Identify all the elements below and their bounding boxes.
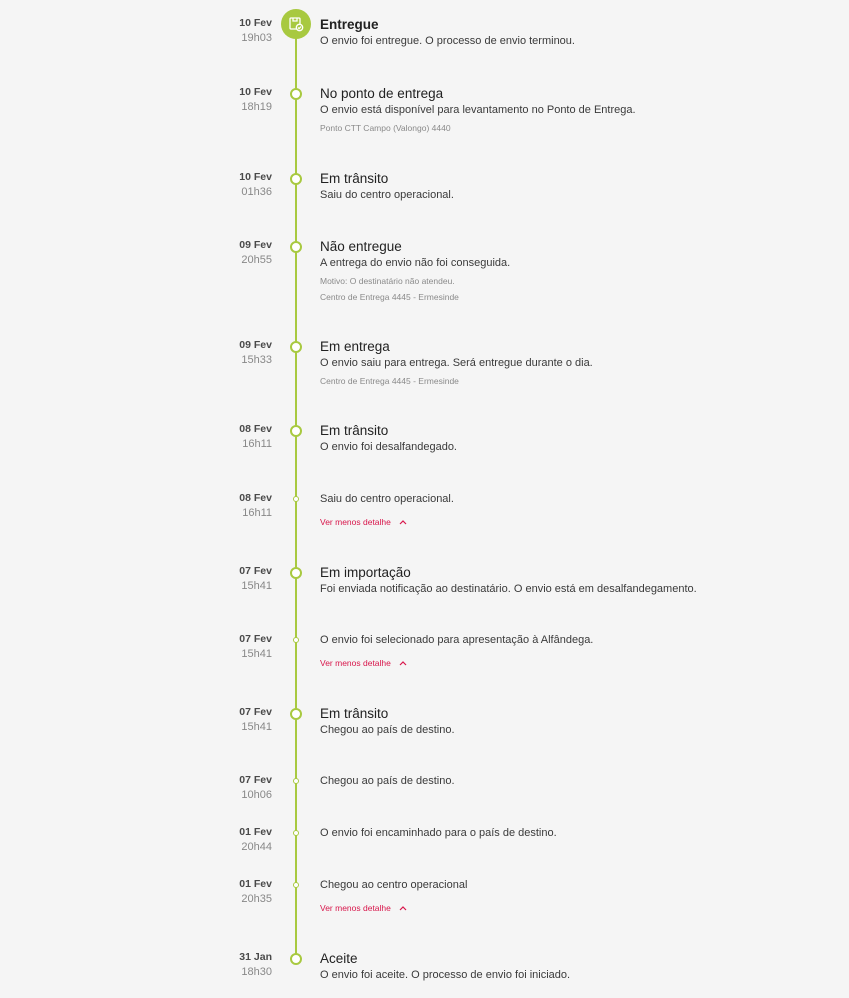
timeline-node xyxy=(290,341,302,353)
timeline-node xyxy=(290,88,302,100)
event-date: 09 Fev xyxy=(239,239,272,251)
event-description: O envio foi encaminhado para o país de destino. xyxy=(320,827,557,839)
event-title: Em importação xyxy=(320,565,411,580)
timeline-node xyxy=(293,830,299,836)
event-time: 19h03 xyxy=(241,32,272,44)
event-time: 18h30 xyxy=(241,966,272,978)
delivered-box-icon xyxy=(281,9,311,39)
event-time: 18h19 xyxy=(241,101,272,113)
link-label: Ver menos detalhe xyxy=(320,658,391,668)
event-description: O envio foi entregue. O processo de envio terminou. xyxy=(320,35,575,47)
event-title: Em entrega xyxy=(320,339,390,354)
timeline-node xyxy=(290,173,302,185)
event-time: 16h11 xyxy=(242,507,272,519)
event-description: Chegou ao centro operacional xyxy=(320,879,468,891)
event-date: 08 Fev xyxy=(239,423,272,435)
timeline-node xyxy=(290,241,302,253)
event-title: Aceite xyxy=(320,951,358,966)
timeline-node xyxy=(290,425,302,437)
event-title: No ponto de entrega xyxy=(320,86,444,101)
event-description: A entrega do envio não foi conseguida. xyxy=(320,257,511,269)
event-time: 20h44 xyxy=(241,841,272,853)
event-time: 10h06 xyxy=(241,789,272,801)
chevron-up-icon xyxy=(399,660,407,666)
event-description: Foi enviada notificação ao destinatário. O envio está em desalfandegamento. xyxy=(320,583,697,595)
event-time: 15h41 xyxy=(241,648,272,660)
event-description: O envio foi selecionado para apresentação à Alfândega. xyxy=(320,634,594,646)
show-less-detail-link[interactable] xyxy=(320,658,407,668)
event-title: Não entregue xyxy=(320,239,402,254)
event-title: Em trânsito xyxy=(320,706,389,721)
timeline-node xyxy=(293,637,299,643)
event-description: O envio está disponível para levantamento no Ponto de Entrega. xyxy=(320,104,636,116)
event-date: 07 Fev xyxy=(239,774,272,786)
event-description: Chegou ao país de destino. xyxy=(320,775,455,787)
event-date: 08 Fev xyxy=(239,492,272,504)
event-title: Em trânsito xyxy=(320,171,389,186)
event-date: 09 Fev xyxy=(239,339,272,351)
chevron-up-icon xyxy=(399,519,407,525)
link-label: Ver menos detalhe xyxy=(320,517,391,527)
event-title: Em trânsito xyxy=(320,423,389,438)
event-time: 20h35 xyxy=(241,893,272,905)
event-date: 01 Fev xyxy=(239,826,272,838)
timeline-node xyxy=(293,496,299,502)
event-location: Centro de Entrega 4445 - Ermesinde xyxy=(320,376,459,386)
event-description: O envio foi desalfandegado. xyxy=(320,441,457,453)
event-time: 20h55 xyxy=(241,254,272,266)
event-description: Saiu do centro operacional. xyxy=(320,493,454,505)
event-date: 07 Fev xyxy=(239,565,272,577)
timeline-node xyxy=(293,778,299,784)
timeline-node xyxy=(290,953,302,965)
event-date: 10 Fev xyxy=(239,171,272,183)
show-less-detail-link[interactable] xyxy=(320,903,407,913)
event-date: 10 Fev xyxy=(239,86,272,98)
event-time: 15h33 xyxy=(241,354,272,366)
event-description: O envio foi aceite. O processo de envio foi iniciado. xyxy=(320,969,571,981)
event-location: Ponto CTT Campo (Valongo) 4440 xyxy=(320,123,451,133)
timeline-node xyxy=(293,882,299,888)
event-date: 31 Jan xyxy=(239,951,272,963)
event-reason: Motivo: O destinatário não atendeu. xyxy=(320,276,455,286)
event-description: O envio saiu para entrega. Será entregue durante o dia. xyxy=(320,357,593,369)
event-description: Saiu do centro operacional. xyxy=(320,189,454,201)
event-location: Centro de Entrega 4445 - Ermesinde xyxy=(320,292,459,302)
event-date: 01 Fev xyxy=(239,878,272,890)
event-date: 10 Fev xyxy=(239,17,272,29)
timeline-node xyxy=(290,708,302,720)
link-label: Ver menos detalhe xyxy=(320,903,391,913)
event-date: 07 Fev xyxy=(239,633,272,645)
event-date: 07 Fev xyxy=(239,706,272,718)
event-title: Entregue xyxy=(320,17,379,32)
event-time: 01h36 xyxy=(241,186,272,198)
event-time: 15h41 xyxy=(241,580,272,592)
event-description: Chegou ao país de destino. xyxy=(320,724,455,736)
timeline-node xyxy=(290,567,302,579)
event-time: 15h41 xyxy=(241,721,272,733)
show-less-detail-link[interactable] xyxy=(320,517,407,527)
event-time: 16h11 xyxy=(242,438,272,450)
chevron-up-icon xyxy=(399,905,407,911)
